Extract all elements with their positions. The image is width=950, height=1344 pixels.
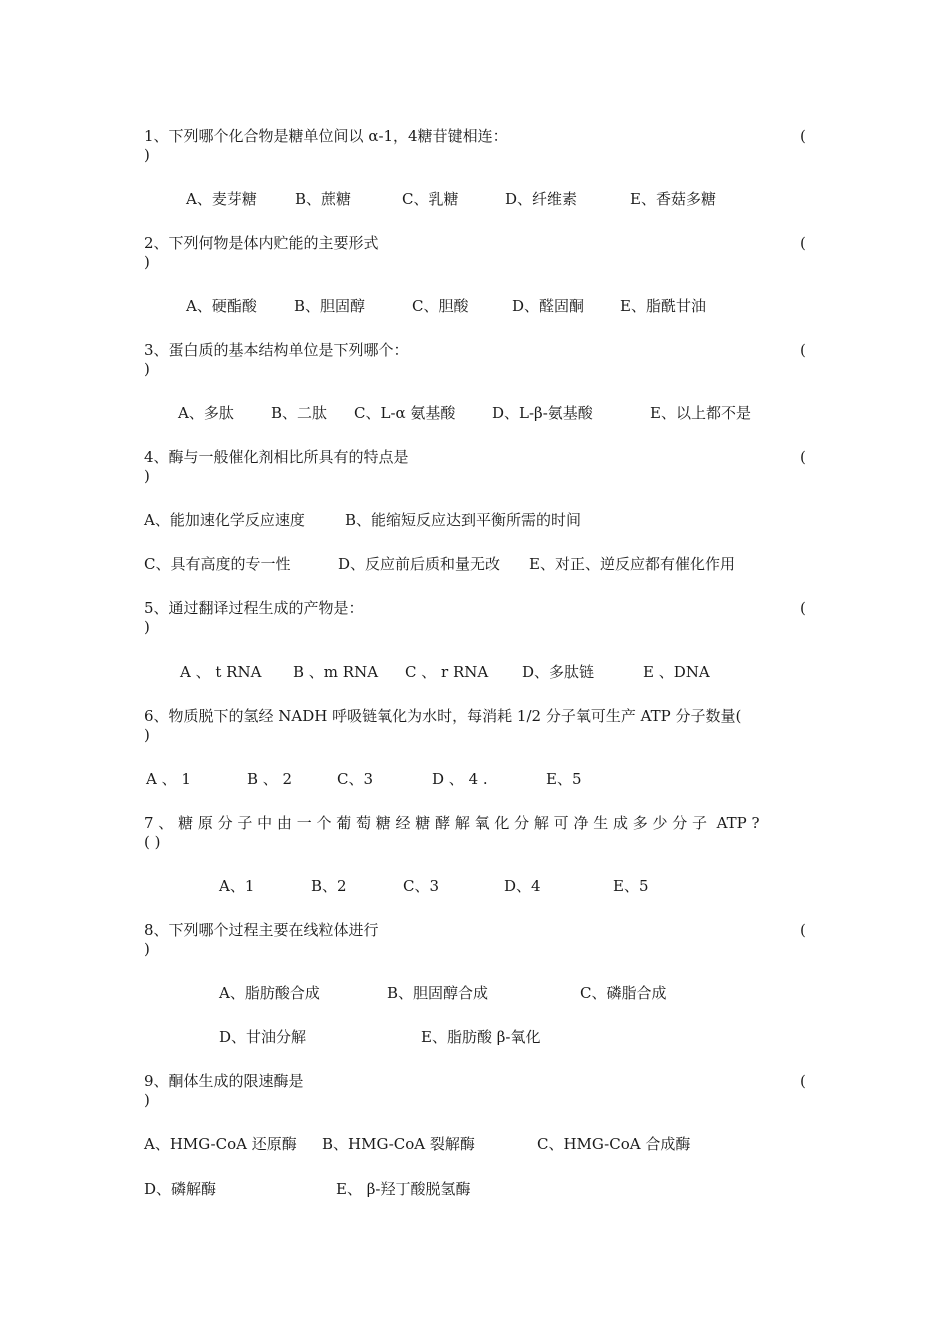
question-8-option-b: B、胆固醇合成 [387, 984, 489, 1002]
question-8-close-paren: ) [144, 940, 150, 958]
question-9-option-c: C、HMG-CoA 合成酶 [537, 1135, 691, 1153]
question-1-close-paren: ) [144, 146, 150, 164]
question-8-text: 8、下列哪个过程主要在线粒体进行 [144, 921, 379, 939]
question-3-option-a: A、多肽 [178, 404, 234, 422]
question-6-text: 6、物质脱下的氢经 NADH 呼吸链氧化为水时，每消耗 1/2 分子氧可生产 ATP 分子数量( [144, 707, 742, 725]
question-3-text: 3、蛋白质的基本结构单位是下列哪个： [144, 341, 409, 359]
question-6-option-d: D 、 4 . [432, 770, 488, 788]
question-9-close-paren: ) [144, 1091, 150, 1109]
question-4-option-e: E、对正、逆反应都有催化作用 [529, 555, 735, 573]
question-8-open-paren: ( [800, 921, 806, 939]
question-5-text: 5、通过翻译过程生成的产物是： [144, 599, 364, 617]
question-1-option-d: D、纤维素 [505, 190, 578, 208]
question-9-option-e: E、 β-羟丁酸脱氢酶 [336, 1180, 471, 1198]
question-2-option-b: B、胆固醇 [294, 297, 366, 315]
question-7-text: 7 、 糖 原 分 子 中 由 一 个 葡 萄 糖 经 糖 酵 解 氧 化 分 解 可 净 生 成 多 少 分 子 ATP ? [144, 814, 760, 832]
question-1-option-a: A、麦芽糖 [186, 190, 257, 208]
question-5-close-paren: ) [144, 618, 150, 636]
question-7-option-c: C、3 [403, 877, 440, 895]
question-3-option-c: C、L-α 氨基酸 [354, 404, 456, 422]
question-8-option-d: D、甘油分解 [219, 1028, 307, 1046]
question-7-option-d: D、4 [504, 877, 541, 895]
question-7-option-e: E、5 [613, 877, 649, 895]
question-9-option-d: D、磷解酶 [144, 1180, 217, 1198]
question-9-option-b: B、HMG-CoA 裂解酶 [322, 1135, 475, 1153]
question-8-option-a: A、脂肪酸合成 [219, 984, 320, 1002]
question-4-option-b: B、能缩短反应达到平衡所需的时间 [345, 511, 582, 529]
question-2-option-e: E、脂酰甘油 [620, 297, 706, 315]
question-2-close-paren: ) [144, 253, 150, 271]
question-5-option-c: C 、 r RNA [405, 663, 489, 681]
question-4-text: 4、酶与一般催化剂相比所具有的特点是 [144, 448, 409, 466]
question-3-option-d: D、L-β-氨基酸 [492, 404, 593, 422]
question-5-option-b: B 、m RNA [293, 663, 379, 681]
question-5-option-a: A 、 t RNA [180, 663, 262, 681]
question-6-option-a: A 、 1 [146, 770, 191, 788]
question-8-option-e: E、脂肪酸 β-氧化 [421, 1028, 541, 1046]
question-2-open-paren: ( [800, 234, 806, 252]
question-4-option-d: D、反应前后质和量无改 [338, 555, 501, 573]
question-1-option-c: C、乳糖 [402, 190, 459, 208]
question-3-option-b: B、二肽 [271, 404, 328, 422]
question-5-open-paren: ( [800, 599, 806, 617]
question-6-option-e: E、5 [546, 770, 582, 788]
question-1-option-b: B、蔗糖 [295, 190, 352, 208]
question-2-option-c: C、胆酸 [412, 297, 469, 315]
question-7-option-a: A、1 [219, 877, 255, 895]
question-6-close-paren: ) [144, 726, 150, 744]
question-2-option-d: D、醛固酮 [512, 297, 585, 315]
question-4-option-c: C、具有高度的专一性 [144, 555, 291, 573]
question-4-close-paren: ) [144, 467, 150, 485]
question-6-option-b: B 、 2 [247, 770, 293, 788]
question-1-option-e: E、香菇多糖 [630, 190, 716, 208]
question-1-open-paren: ( [800, 127, 806, 145]
question-7-close-paren: ( ) [144, 833, 161, 851]
question-3-option-e: E、以上都不是 [650, 404, 751, 422]
question-2-text: 2、下列何物是体内贮能的主要形式 [144, 234, 379, 252]
question-2-option-a: A、硬酯酸 [186, 297, 257, 315]
question-3-close-paren: ) [144, 360, 150, 378]
question-3-open-paren: ( [800, 341, 806, 359]
question-9-text: 9、酮体生成的限速酶是 [144, 1072, 304, 1090]
question-5-option-e: E 、DNA [643, 663, 710, 681]
question-4-option-a: A、能加速化学反应速度 [144, 511, 305, 529]
question-4-open-paren: ( [800, 448, 806, 466]
question-6-option-c: C、3 [337, 770, 374, 788]
question-9-option-a: A、HMG-CoA 还原酶 [144, 1135, 297, 1153]
question-1-text: 1、下列哪个化合物是糖单位间以 α-1，4糖苷键相连： [144, 127, 508, 145]
question-5-option-d: D、多肽链 [522, 663, 595, 681]
question-8-option-c: C、磷脂合成 [580, 984, 667, 1002]
question-7-option-b: B、2 [311, 877, 347, 895]
question-9-open-paren: ( [800, 1072, 806, 1090]
